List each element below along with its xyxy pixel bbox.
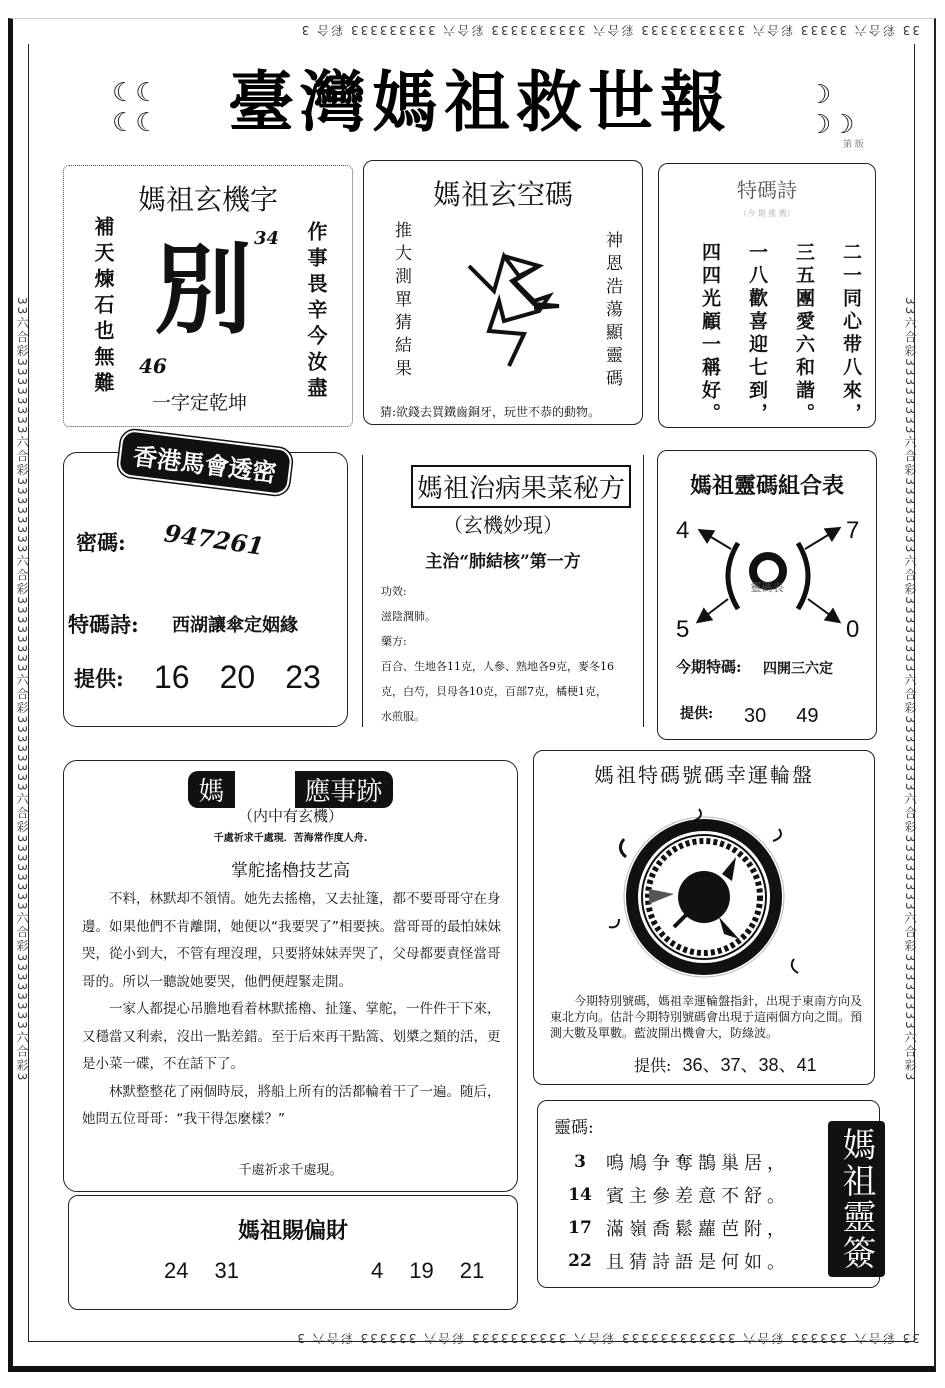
caption: 一字定乾坤: [152, 392, 248, 414]
right-poem: 神恩浩蕩顯靈碼: [602, 231, 622, 392]
riddle-line: [380, 403, 600, 420]
effect-text: 滋陰潤肺。: [381, 610, 436, 623]
special-value: 四開三六定: [763, 661, 833, 677]
poem-column: 三五團愛六和諧。: [793, 242, 815, 426]
oracle-text: 且猜詩語是何如。: [606, 1251, 790, 1273]
right-poem: 作事畏辛今汝盡: [304, 221, 328, 403]
numbers-right: [371, 1258, 484, 1284]
poem-column: 一八歡喜迎七到，: [746, 242, 768, 426]
oracle-number: 22: [568, 1250, 592, 1271]
edition-label: 第 版: [843, 140, 864, 150]
combo-table-panel: [657, 450, 877, 740]
xuankong-ma-panel: [363, 160, 643, 425]
combo-diagram-icon: [693, 521, 843, 631]
number: 31: [214, 1258, 239, 1283]
center-label: 靈碼表: [750, 581, 784, 594]
panel-subtitle: （今 期 推 薦）: [739, 209, 795, 218]
provide-label: 提供:: [680, 706, 714, 722]
wheel-provide-line: [634, 1051, 817, 1077]
oracle-line: [554, 1244, 814, 1277]
story-paragraph: 不料，林默却不領情。她先去搖櫓，又去扯篷，都不要哥哥守在身邊。如果他們不肯離開，她便以“我要哭了”相要挾。當哥哥的最怕妹妹哭，從小到大，不管有理沒理，只要將妹妹弄哭了，父母都要責怪當哥哥的。所以一聽說她要哭，他們便趕緊走開。: [82, 891, 501, 990]
oracle-number: 17: [568, 1217, 592, 1238]
lucky-money-panel: [68, 1195, 518, 1310]
wheel-title: 媽祖特碼號碼幸運輪盤: [594, 763, 814, 787]
recipe-label: 藥方:: [381, 635, 407, 648]
oracle-number: 3: [574, 1151, 586, 1172]
recipe-line: 水煎服。: [381, 710, 425, 723]
number: 24: [164, 1258, 189, 1283]
story-heading: 掌舵搖櫓技艺高: [231, 861, 350, 881]
remedy-body: [381, 579, 614, 729]
lucky-wheel-icon: [604, 799, 804, 989]
remedy-panel: [362, 455, 644, 727]
number-bottom: 46: [139, 354, 167, 378]
combo-title: 媽祖靈碼組合表: [689, 474, 844, 499]
panel-title: 媽祖玄機字: [137, 183, 278, 216]
left-poem: 補天煉石也無難: [91, 216, 115, 398]
story-tagline: 千處祈求千處現．苦海常作度人舟.: [213, 833, 368, 844]
oracle-label: 靈碼:: [554, 1118, 594, 1138]
hk-jockey-banner: 香港馬會透密: [117, 429, 293, 497]
oracle-panel: [537, 1100, 880, 1288]
tema-shi-panel: [658, 163, 876, 428]
left-poem: 推大測單猜結果: [391, 221, 411, 382]
number-top: 34: [254, 228, 280, 249]
provide-label: 提供:: [634, 1056, 672, 1075]
border-strip-bottom: 33 彩合六 333333 彩合六 333333333333 彩合六 3333333333 彩合六 333333 彩合六 3: [295, 1331, 920, 1345]
corner-number-bottom-right: 0: [846, 616, 860, 643]
corner-number-top-left: 4: [676, 517, 690, 544]
password-value: 947261: [162, 518, 266, 561]
crescent-moons-icon: ☽ ☽☽: [808, 80, 855, 140]
corner-number-bottom-left: 5: [676, 616, 690, 643]
remedy-title: 媽祖治病果菜秘方: [411, 465, 631, 508]
remedy-heading: 主治“肺結核”第一方: [425, 552, 581, 572]
number: 16: [154, 659, 190, 695]
special-label: 今期特碼:: [676, 658, 742, 676]
poem-column: 四四光顧一稱好。: [699, 242, 721, 426]
hk-jockey-panel: [63, 442, 348, 727]
number: 49: [796, 705, 819, 727]
number: 20: [219, 659, 256, 695]
oracle-line: [554, 1178, 814, 1211]
xuanji-zi-panel: [63, 165, 353, 427]
story-panel: [63, 760, 518, 1192]
lucky-wheel-panel: [533, 750, 875, 1085]
border-strip-top: 33 彩合六 33333 彩合六 33333333333 彩合六 3333333333 彩合六 333333333 彩合 3: [299, 23, 920, 37]
border-strip-left: 33六合彩33333333六合彩33333333六合彩33333333六合彩33333333六合彩33333333六合彩33333333六合彩3: [15, 297, 29, 1083]
riddle-label: 猜:: [380, 405, 397, 419]
number: 30: [744, 705, 767, 727]
poem-columns: [697, 242, 865, 426]
story-paragraph: 林默整整花了兩個時辰，將船上所有的活都輪着干了一遍。随后，她問五位哥哥：“我干得怎麼樣？”: [82, 1083, 501, 1127]
recipe-line: 克，白芍，貝母各10克，百部7克，橘梗1克，: [381, 685, 607, 698]
panel-title: 特碼詩: [737, 178, 797, 202]
number: 23: [285, 659, 321, 695]
oracle-text: 賓主參差意不舒。: [606, 1185, 790, 1207]
number: 21: [459, 1258, 485, 1283]
poem-text: 西湖讓傘定姻緣: [172, 615, 298, 636]
password-label: 密碼:: [76, 530, 126, 555]
poem-column: 二一同心带八來，: [840, 242, 862, 426]
zigzag-figure-icon: [464, 246, 574, 376]
provided-numbers: [744, 705, 819, 728]
crescent-moons-icon: ☾☾ ☾☾: [112, 78, 159, 138]
story-banner: [64, 771, 517, 808]
story-footer: 千處祈求千處現。: [238, 1163, 343, 1178]
story-paragraph: 一家人都提心吊膽地看着林默搖櫓、扯篷、掌舵，一件件干下來，又穩當又利索，沒出一點差錯。至于后來再干點篙、划槳之類的活，更是小菜一碟，不在話下了。: [82, 1001, 501, 1072]
border-strip-right: 33六合彩33333333六合彩33333333六合彩33333333六合彩33333333六合彩33333333六合彩33333333六合彩3: [903, 297, 917, 1083]
numbers-left: [164, 1258, 239, 1284]
oracle-text: 鳴鳩争奪鵲巢居，: [606, 1152, 790, 1174]
panel-title: 媽祖玄空碼: [432, 178, 573, 211]
provide-label: 提供:: [74, 666, 124, 691]
banner-right: 應事跡: [295, 771, 393, 808]
story-subtitle: （内中有玄機）: [237, 807, 343, 825]
oracle-text: 滿嶺喬鬆蘿芭附，: [606, 1218, 790, 1240]
provided-numbers: 36、37、38、41: [682, 1055, 817, 1075]
provided-numbers: [154, 659, 321, 696]
poem-label: 特碼詩:: [68, 612, 139, 637]
lucky-money-title: 媽祖賜偏財: [237, 1219, 348, 1244]
story-body: [82, 886, 502, 1134]
number: 19: [409, 1258, 434, 1283]
oracle-badge: 媽祖靈簽: [828, 1121, 885, 1277]
oracle-line: [554, 1145, 814, 1178]
number: 4: [371, 1258, 384, 1283]
wheel-description: 今期特別號碼，媽祖幸運輪盤指針，出現于東南方向及東北方向。估計今期特別號碼會出現于這兩個方向之間。預測大數及單數。藍波開出機會大，防綠波。: [550, 994, 863, 1040]
oracle-line: [554, 1211, 814, 1244]
effect-label: 功效:: [381, 585, 407, 598]
remedy-subtitle: （玄機妙現）: [443, 513, 563, 537]
riddle-text: 欲錢去買鐵齒銅牙，玩世不恭的動物。: [396, 405, 601, 419]
banner-left: 媽: [188, 771, 234, 808]
recipe-line: 百合、生地各11克，人參、熟地各9克，麥冬16: [381, 660, 614, 673]
mystery-character: 別: [154, 234, 253, 348]
corner-number-top-right: 7: [846, 517, 860, 544]
masthead-title: 臺灣媽祖救世報: [228, 64, 732, 141]
oracle-lines: [554, 1145, 814, 1277]
oracle-number: 14: [568, 1184, 592, 1205]
